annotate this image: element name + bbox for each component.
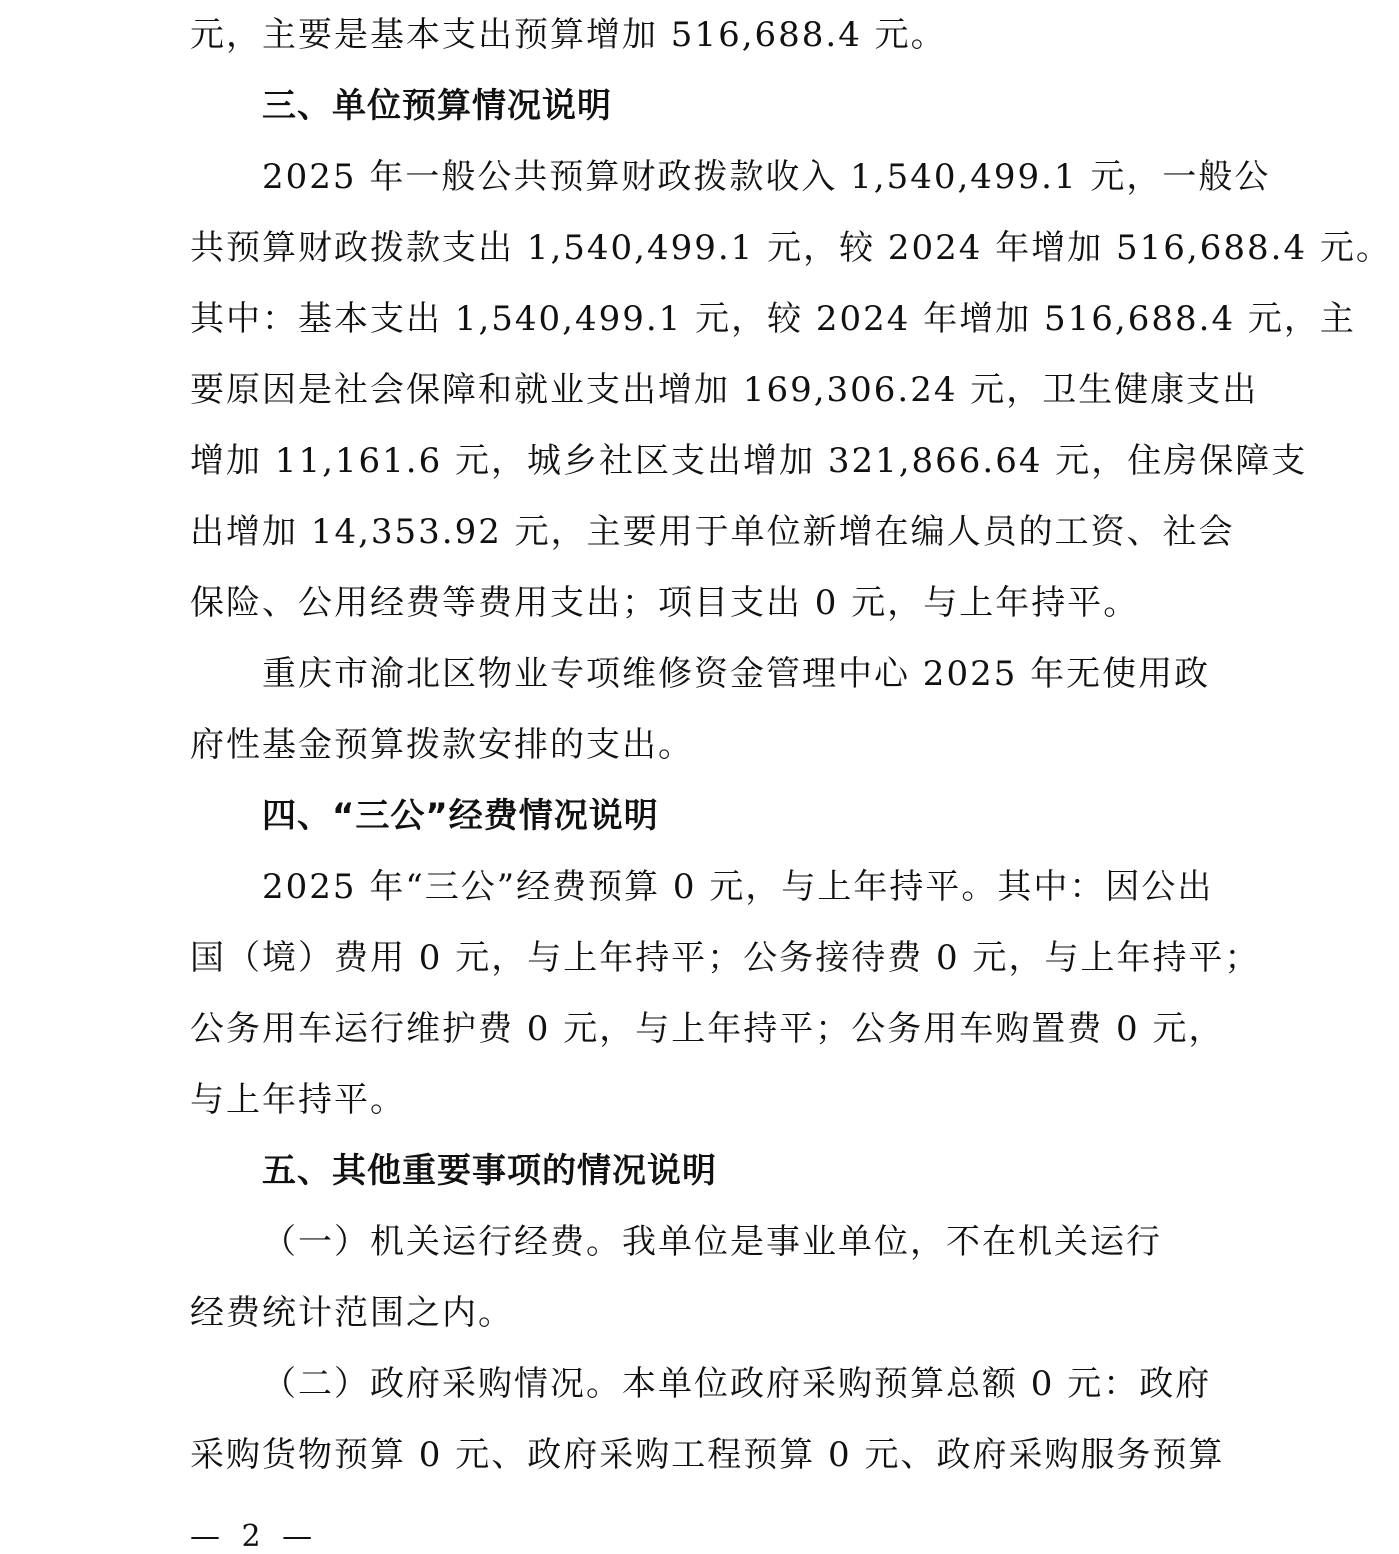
body-line: 增加 11,161.6 元，城乡社区支出增加 321,866.64 元，住房保障支 [190,441,1308,481]
body-line: （一）机关运行经费。我单位是事业单位，不在机关运行 [262,1222,1162,1262]
body-line: 与上年持平。 [190,1080,406,1120]
body-line: 经费统计范围之内。 [190,1293,514,1333]
body-line: 出增加 14,353.92 元，主要用于单位新增在编人员的工资、社会 [190,512,1235,552]
body-line: 2025 年“三公”经费预算 0 元，与上年持平。其中：因公出 [262,867,1214,907]
body-line: （二）政府采购情况。本单位政府采购预算总额 0 元：政府 [262,1364,1212,1404]
body-line: 重庆市渝北区物业专项维修资金管理中心 2025 年无使用政 [262,654,1211,694]
body-line: 府性基金预算拨款安排的支出。 [190,725,694,765]
body-line: 要原因是社会保障和就业支出增加 169,306.24 元，卫生健康支出 [190,370,1259,410]
section-heading-three-public: 四、“三公”经费情况说明 [262,796,659,836]
body-line: 2025 年一般公共预算财政拨款收入 1,540,499.1 元，一般公 [262,157,1271,197]
body-line: 保险、公用经费等费用支出；项目支出 0 元，与上年持平。 [190,583,1140,623]
body-line: 采购货物预算 0 元、政府采购工程预算 0 元、政府采购服务预算 [190,1435,1225,1475]
page-number: — 2 — [190,1519,319,1554]
body-line: 国（境）费用 0 元，与上年持平；公务接待费 0 元，与上年持平； [190,938,1261,978]
body-line: 共预算财政拨款支出 1,540,499.1 元，较 2024 年增加 516,688.4 元。 [190,228,1392,268]
body-line: 其中：基本支出 1,540,499.1 元，较 2024 年增加 516,688.4 元，主 [190,299,1356,339]
section-heading-other-matters: 五、其他重要事项的情况说明 [262,1151,717,1191]
body-line: 公务用车运行维护费 0 元，与上年持平；公务用车购置费 0 元， [190,1009,1225,1049]
body-line: 元，主要是基本支出预算增加 516,688.4 元。 [190,15,947,55]
section-heading-unit-budget: 三、单位预算情况说明 [262,86,612,126]
document-body [190,0,1392,1491]
